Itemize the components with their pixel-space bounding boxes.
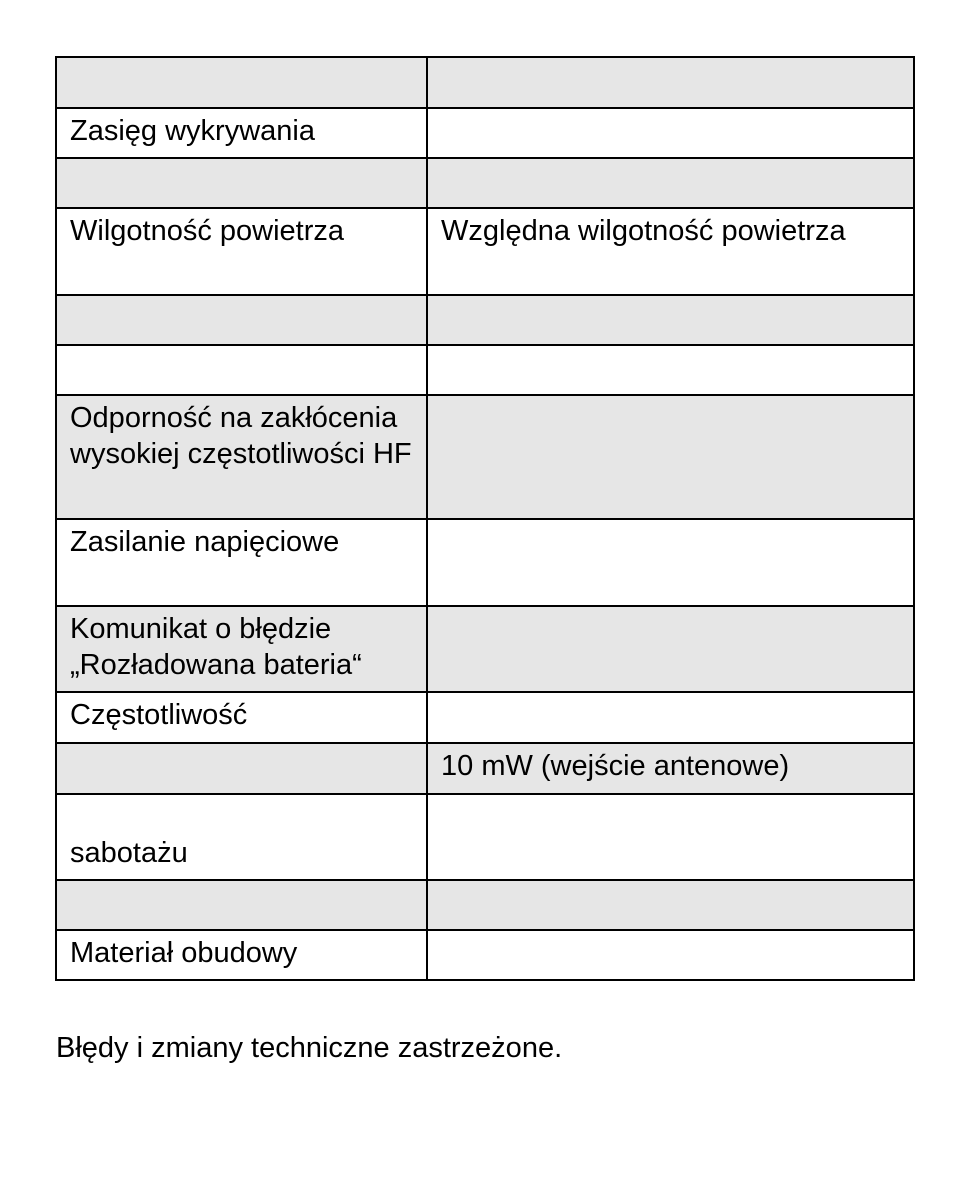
spec-value [427, 345, 914, 395]
table-row [56, 208, 914, 295]
spec-label [56, 158, 427, 208]
table-row [56, 57, 914, 108]
spec-label [56, 57, 427, 108]
table-row [56, 345, 914, 395]
table-row [56, 158, 914, 208]
spec-label: Zasięg wykrywania [56, 108, 427, 158]
spec-label: Częstotliwość [56, 692, 427, 743]
spec-value [427, 295, 914, 345]
spec-label [56, 743, 427, 794]
table-row [56, 743, 914, 794]
footer-note: Błędy i zmiany techniczne zastrzeżone. [56, 1032, 563, 1064]
table-row [56, 692, 914, 743]
spec-label: Wilgotność powietrza [56, 208, 427, 295]
spec-value [427, 606, 914, 692]
spec-label [56, 295, 427, 345]
spec-label: Odporność na zakłócenia wysokiej częstotliwości HF [56, 395, 427, 519]
spec-value [427, 108, 914, 158]
spec-label [56, 345, 427, 395]
table-row [56, 606, 914, 692]
spec-label [56, 880, 427, 930]
table-row [56, 880, 914, 930]
spec-value [427, 794, 914, 880]
spec-value [427, 692, 914, 743]
spec-value: Względna wilgotność powietrza [427, 208, 914, 295]
spec-value: 10 mW (wejście antenowe) [427, 743, 914, 794]
spec-value [427, 158, 914, 208]
spec-label: Materiał obudowy [56, 930, 427, 980]
spec-label: Zasilanie napięciowe [56, 519, 427, 606]
table-row [56, 395, 914, 519]
table-row [56, 108, 914, 158]
spec-value [427, 395, 914, 519]
spec-value [427, 930, 914, 980]
table-row [56, 295, 914, 345]
table-row [56, 519, 914, 606]
spec-label: Komunikat o błędzie „Rozładowana bateria“ [56, 606, 427, 692]
table-row [56, 794, 914, 880]
spec-label: sabotażu [56, 794, 427, 880]
spec-value [427, 519, 914, 606]
spec-value [427, 57, 914, 108]
spec-value [427, 880, 914, 930]
spec-table [55, 56, 915, 981]
table-row [56, 930, 914, 980]
